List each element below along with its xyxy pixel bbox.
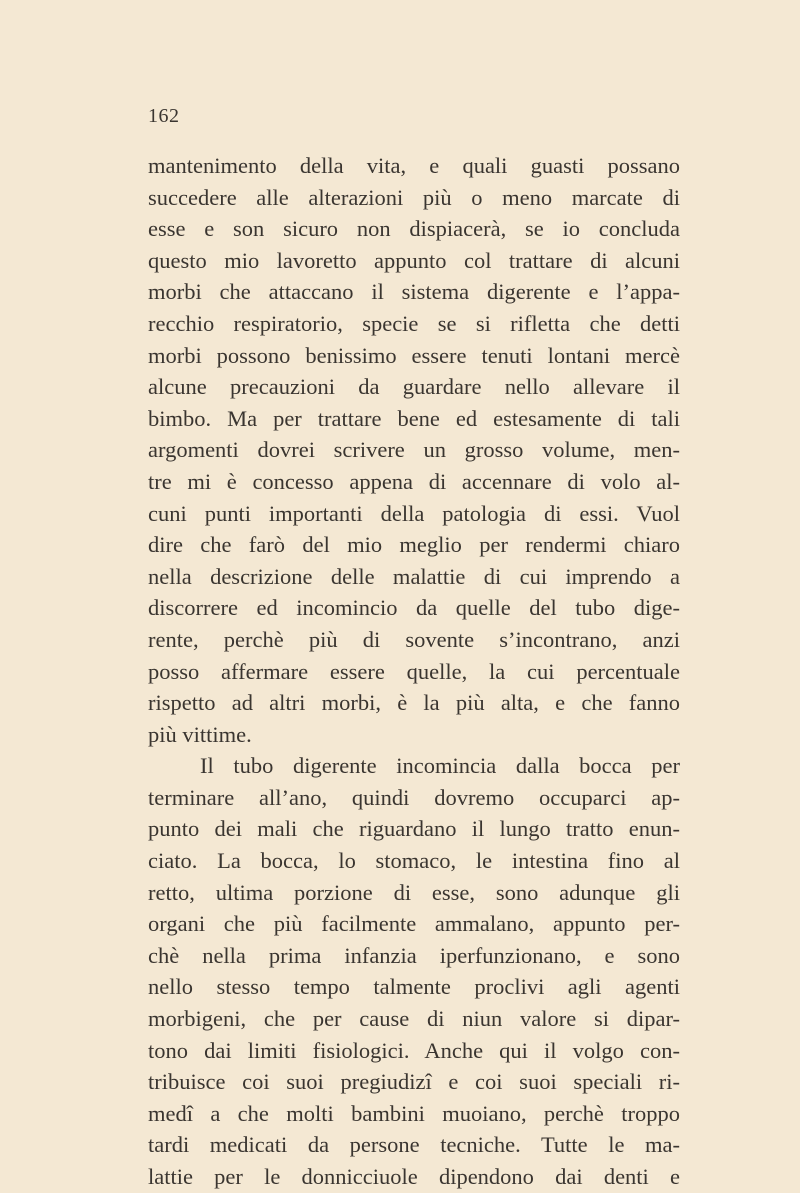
- text-line: organi che più facilmente ammalano, appunto per-: [148, 911, 680, 937]
- text-line: questo mio lavoretto appunto col trattare di alcuni: [148, 247, 680, 273]
- body-text: [148, 150, 680, 1193]
- text-line: rispetto ad altri morbi, è la più alta, e che fanno: [148, 690, 680, 716]
- text-line: succedere alle alterazioni più o meno marcate di: [148, 184, 680, 210]
- text-line: tardi medicati da persone tecniche. Tutte le ma-: [148, 1132, 680, 1158]
- text-line: mantenimento della vita, e quali guasti possano: [148, 153, 680, 178]
- text-line: esse e son sicuro non dispiacerà, se io concluda: [148, 216, 680, 242]
- text-line: discorrere ed incomincio da quelle del tubo dige-: [148, 595, 680, 621]
- text-line: alcune precauzioni da guardare nello allevare il: [148, 374, 680, 400]
- text-line: nella descrizione delle malattie di cui imprendo a: [148, 563, 680, 589]
- text-line: medî a che molti bambini muoiano, perchè troppo: [148, 1100, 680, 1126]
- text-line: retto, ultima porzione di esse, sono adunque gli: [148, 879, 680, 905]
- text-line: lattie per le donnicciuole dipendono dai denti e: [148, 1164, 680, 1189]
- text-line: morbi possono benissimo essere tenuti lontani mercè: [148, 342, 680, 368]
- text-line: recchio respiratorio, specie se si rifletta che detti: [148, 310, 680, 336]
- text-line: tono dai limiti fisiologici. Anche qui il volgo con-: [148, 1037, 680, 1063]
- page-number: 162: [148, 105, 180, 127]
- text-line: nello stesso tempo talmente proclivi agli agenti: [148, 974, 680, 1000]
- text-line: morbi che attaccano il sistema digerente e l’appa-: [148, 279, 680, 305]
- text-line: ciato. La bocca, lo stomaco, le intestina fino al: [148, 848, 680, 874]
- text-line: tribuisce coi suoi pregiudizî e coi suoi speciali ri-: [148, 1069, 680, 1095]
- text-line: rente, perchè più di sovente s’incontrano, anzi: [148, 626, 680, 652]
- text-line: dire che farò del mio meglio per rendermi chiaro: [148, 532, 680, 558]
- text-line: posso affermare essere quelle, la cui percentuale: [148, 658, 680, 684]
- text-line: bimbo. Ma per trattare bene ed estesamente di tali: [148, 405, 680, 431]
- text-line: morbigeni, che per cause di niun valore si dipar-: [148, 1006, 680, 1032]
- paragraph-start-line: Il tubo digerente incomincia dalla bocca per: [200, 753, 680, 779]
- paragraph-end-line: più vittime.: [148, 721, 252, 747]
- text-line: terminare all’ano, quindi dovremo occuparci ap-: [148, 784, 680, 810]
- text-line: tre mi è concesso appena di accennare di volo al-: [148, 468, 680, 494]
- text-line: chè nella prima infanzia iperfunzionano, e sono: [148, 942, 680, 968]
- text-line: cuni punti importanti della patologia di essi. Vuol: [148, 500, 680, 526]
- text-line: argomenti dovrei scrivere un grosso volume, men-: [148, 437, 680, 463]
- text-line: punto dei mali che riguardano il lungo tratto enun-: [148, 816, 680, 842]
